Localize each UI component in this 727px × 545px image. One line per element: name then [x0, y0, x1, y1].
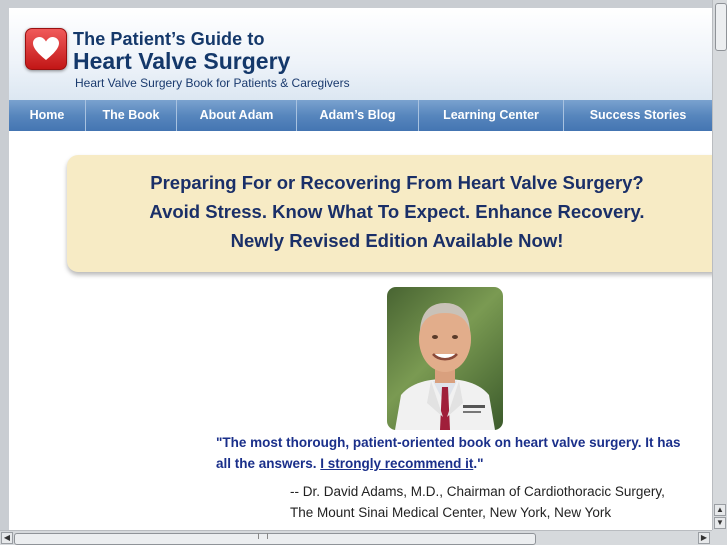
quote-text: "The most thorough, patient-oriented book on heart valve surgery. It has all the answers. [216, 435, 681, 471]
nav-item-learning-center[interactable]: Learning Center [419, 100, 564, 131]
banner-headline: Preparing For or Recovering From Heart Valve Surgery? [150, 172, 644, 193]
author-photo [387, 287, 503, 430]
banner-edition-notice: Newly Revised Edition Available Now! [230, 230, 564, 251]
scroll-up-arrow-icon[interactable]: ▲ [714, 504, 726, 516]
nav-item-adams-blog[interactable]: Adam’s Blog [297, 100, 419, 131]
vertical-scrollbar[interactable] [712, 0, 727, 530]
scroll-left-arrow-icon[interactable]: ◀ [1, 532, 13, 544]
web-page [9, 8, 712, 532]
testimonial-attribution [290, 481, 665, 523]
nav-item-about-adam[interactable]: About Adam [177, 100, 297, 131]
main-nav [9, 100, 712, 131]
vertical-scroll-thumb[interactable] [715, 3, 727, 51]
attribution-line2: The Mount Sinai Medical Center, New York, New York [290, 505, 612, 520]
promo-banner[interactable] [67, 155, 712, 272]
site-header [9, 8, 712, 100]
site-tagline: Heart Valve Surgery Book for Patients & Caregivers [75, 76, 350, 90]
scroll-right-arrow-icon[interactable]: ▶ [698, 532, 710, 544]
heart-icon [32, 36, 60, 62]
nav-item-success-stories[interactable]: Success Stories [589, 108, 687, 122]
horizontal-scroll-thumb[interactable] [14, 533, 536, 545]
site-title-line1[interactable]: The Patient’s Guide to [73, 29, 265, 49]
quote-end: ." [473, 456, 484, 471]
nav-item-the-book[interactable]: The Book [86, 100, 177, 131]
nav-item-home[interactable]: Home [9, 100, 86, 131]
recommend-link[interactable]: I strongly recommend it [320, 456, 474, 471]
scrollbar-corner [712, 530, 727, 545]
site-logo[interactable] [25, 28, 67, 70]
scroll-down-arrow-icon[interactable]: ▼ [714, 517, 726, 529]
site-title-line2[interactable]: Heart Valve Surgery [73, 48, 291, 74]
horizontal-scrollbar[interactable] [0, 530, 712, 545]
scroll-grip-icon [258, 533, 268, 539]
testimonial-quote [216, 432, 686, 474]
attribution-line1: -- Dr. David Adams, M.D., Chairman of Cardiothoracic Surgery, [290, 484, 665, 499]
banner-subheadline: Avoid Stress. Know What To Expect. Enhance Recovery. [149, 201, 645, 222]
